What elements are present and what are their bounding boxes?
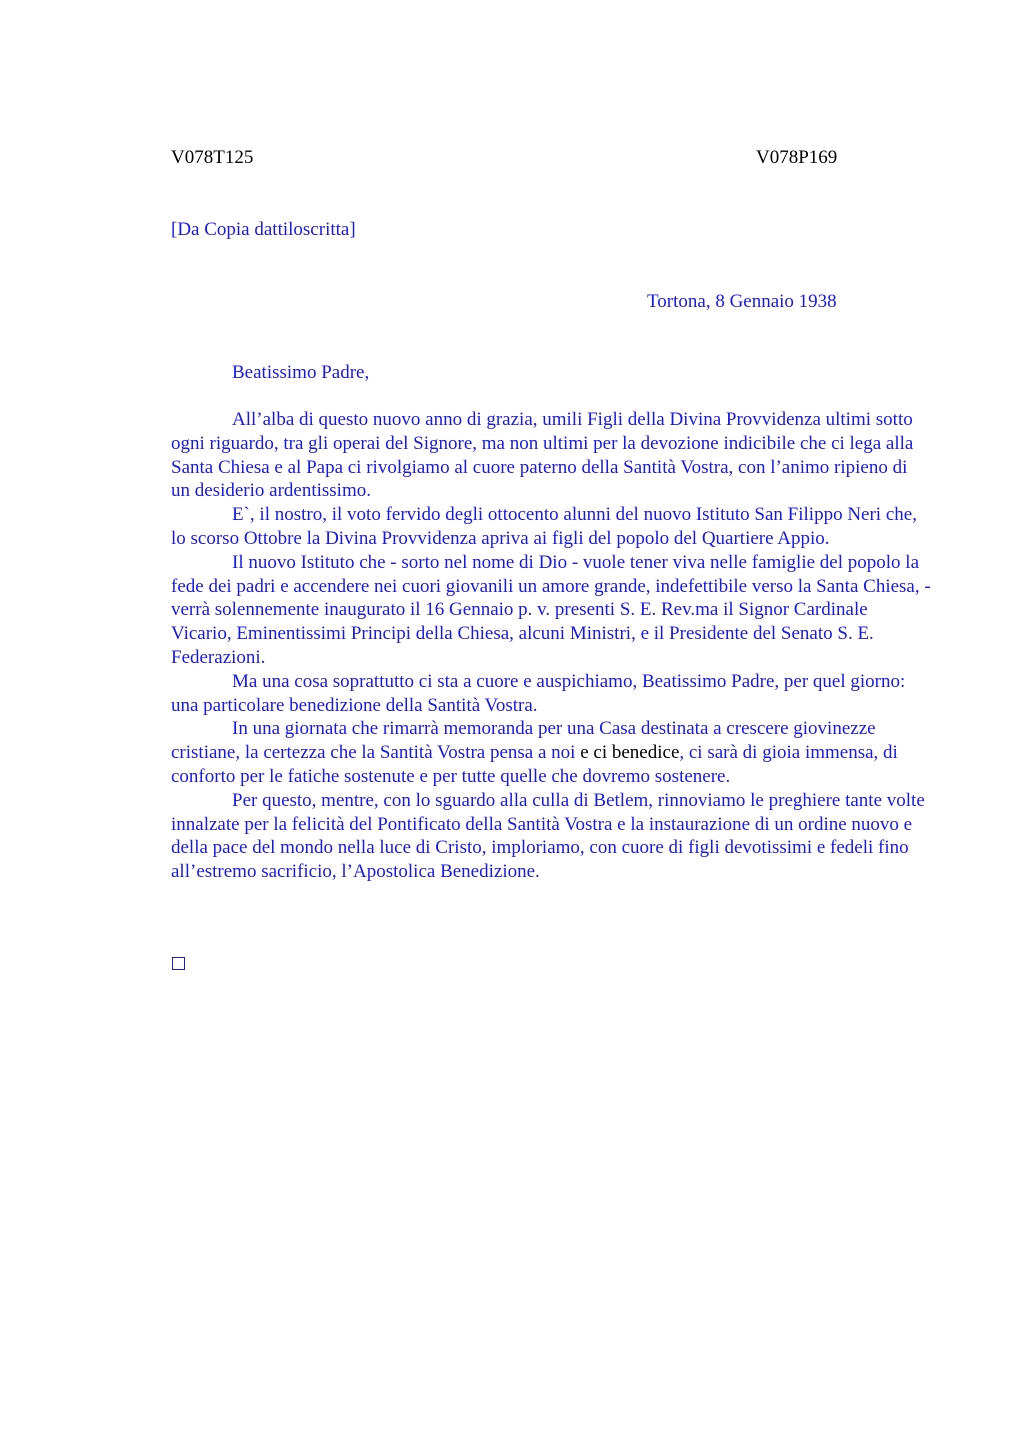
paragraph-4: Ma una cosa soprattutto ci sta a cuore e auspichiamo, Beatissimo Padre, per quel giorno: una particolare benedizione della Santità Vostra.	[171, 670, 906, 716]
paragraph-6: Per questo, mentre, con lo sguardo alla culla di Betlem, rinnoviamo le preghiere tante volte innalzate per la felicità del Pontificato della Santità Vostra e la instaurazione di un ordine nuovo e della pace del mondo nella luce di Cristo, imploriamo, con cuore di figli devotissimi e fedeli fino all’estremo sacrificio, l’Apostolica Benedizione.	[171, 789, 925, 883]
paragraph-5	[171, 717, 931, 788]
paragraph-5-part-1: In una giornata che rimarrà memoranda per una Casa destinata a crescere giovinezze cristiane, la certezza che la Santità Vostra pensa a noi	[171, 718, 876, 764]
paragraph-2: E`, il nostro, il voto fervido degli ottocento alunni del nuovo Istituto San Filippo Neri che, lo scorso Ottobre la Divina Provvidenza apriva ai figli del popolo del Quartiere Appio.	[171, 504, 917, 549]
paragraph-1: All’alba di questo nuovo anno di grazia, umili Figli della Divina Provvidenza ultimi sotto ogni riguardo, tra gli operai del Signore, ma non ultimi per la devozione indicibile che ci lega alla Santa Chiesa e al Papa ci rivolgiamo al cuore paterno della Santità Vostra, con l’animo ripieno di un desiderio ardentissimo.	[171, 409, 914, 502]
document-code-right: V078P169	[756, 147, 838, 168]
source-note: [Da Copia dattiloscritta]	[171, 219, 356, 240]
salutation: Beatissimo Padre,	[232, 362, 370, 383]
paragraph-3: Il nuovo Istituto che - sorto nel nome di Dio - vuole tener viva nelle famiglie del popolo la fede dei padri e accendere nei cuori giovanili un amore grande, indefettibile verso la Santa Chiesa, - verrà solennemente inaugurato il 16 Gennaio p. v. presenti S. E. Rev.ma il Signor Cardinale Vicario, Eminentissimi Principi della Chiesa, alcuni Ministri, e il Presidente del Senato S. E. Federazioni.	[171, 551, 931, 668]
paragraph-5-part-2: e ci benedice	[580, 742, 680, 764]
square-outline-icon	[172, 957, 185, 970]
document-code-left: V078T125	[171, 147, 254, 168]
letter-body	[171, 408, 931, 884]
paragraph-5-part-3: , ci sarà di gioia immensa, di conforto per le fatiche sostenute e per tutte quelle che dovremo sostenere.	[171, 742, 898, 787]
dateline: Tortona, 8 Gennaio 1938	[647, 291, 837, 312]
